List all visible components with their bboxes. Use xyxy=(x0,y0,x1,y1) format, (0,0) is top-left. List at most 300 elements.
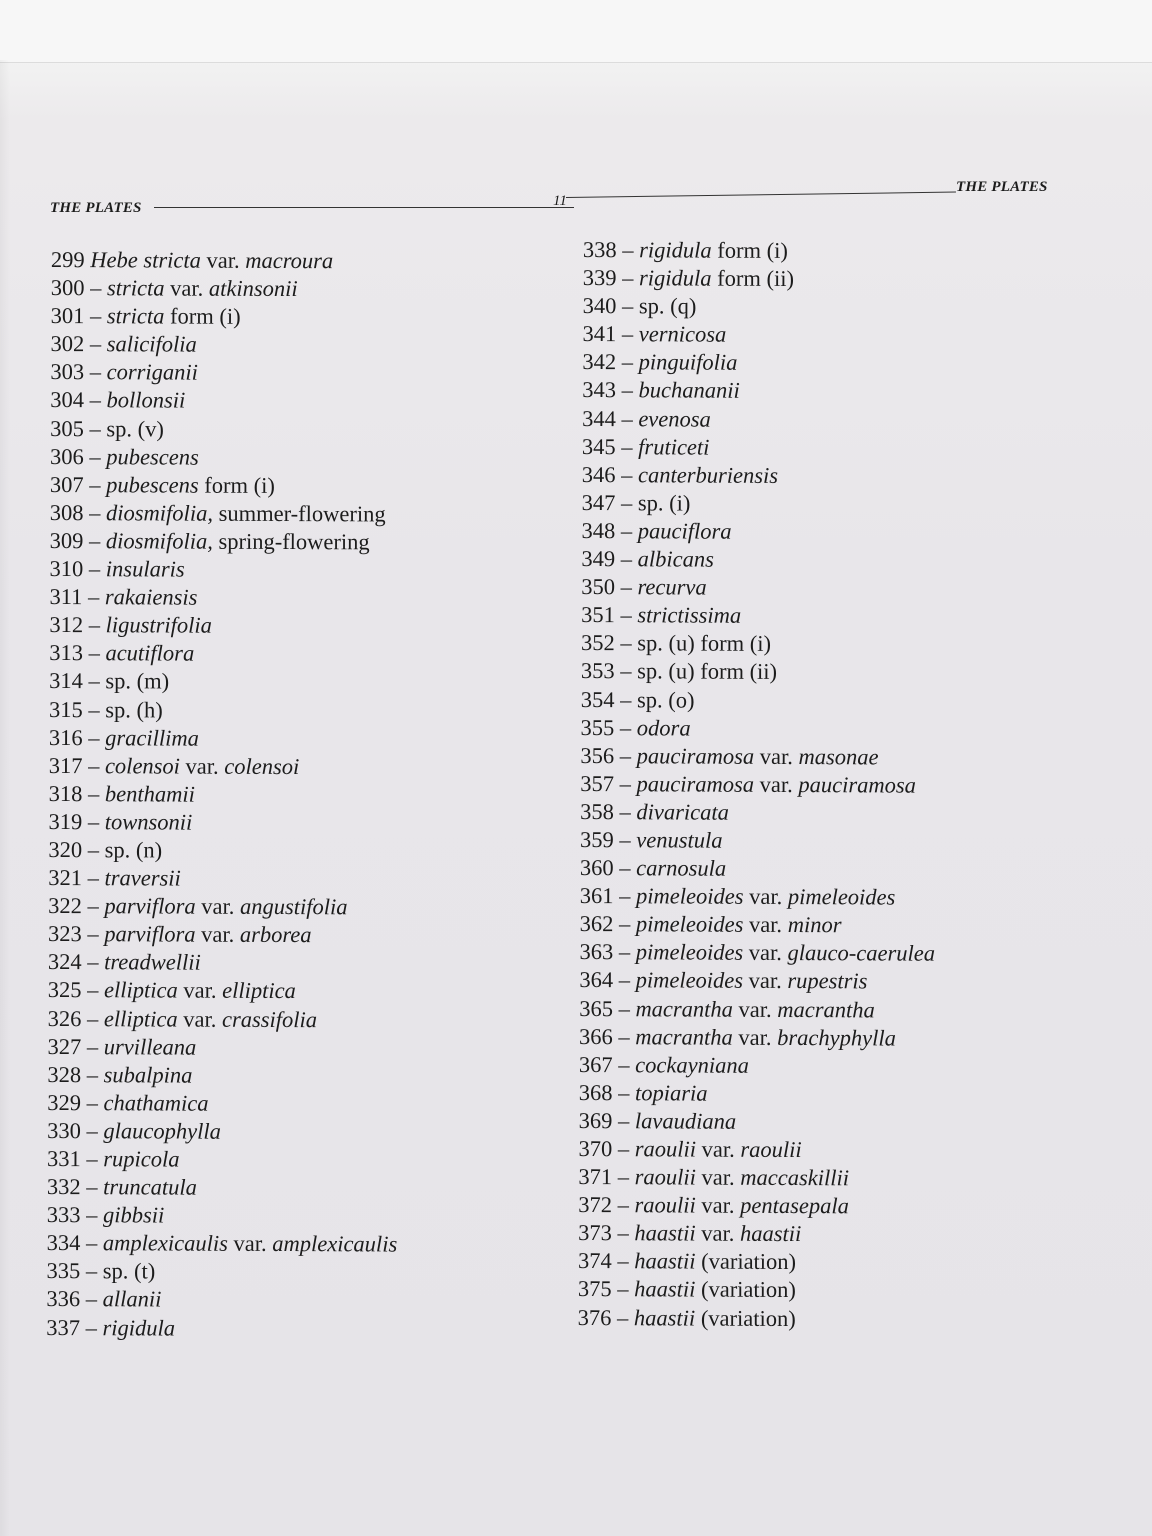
entry-separator: – xyxy=(84,331,107,357)
plate-number: 348 xyxy=(581,517,616,544)
entry-text: sp. (n) xyxy=(104,837,163,863)
species-name: parviflora xyxy=(104,921,196,947)
entry-separator: – xyxy=(614,686,638,712)
entry-text: var. xyxy=(695,1192,741,1218)
entry-separator: – xyxy=(82,584,105,610)
variety-name: macroura xyxy=(245,247,334,274)
plate-entry xyxy=(579,966,935,996)
species-name: benthamii xyxy=(104,781,195,807)
entry-text: sp. (i) xyxy=(637,490,691,516)
entry-separator: – xyxy=(83,612,106,638)
species-name: gibbsii xyxy=(102,1202,165,1228)
variety-name: amplexicaulis xyxy=(272,1231,398,1257)
entry-separator: – xyxy=(615,433,639,459)
plate-number: 357 xyxy=(580,770,615,796)
entry-text: sp. (t) xyxy=(102,1258,156,1284)
species-name: pimeleoides xyxy=(635,883,744,909)
plate-entry xyxy=(50,527,401,557)
species-name: vernicosa xyxy=(638,321,727,347)
entry-separator: – xyxy=(81,1033,104,1059)
plate-entry xyxy=(579,1051,935,1081)
entry-separator: – xyxy=(614,574,638,600)
entry-separator: – xyxy=(80,1146,104,1172)
species-name: gracillima xyxy=(105,724,199,751)
plate-number: 327 xyxy=(47,1033,82,1059)
variety-name: masonae xyxy=(798,743,879,770)
entry-text: sp. (u) form (ii) xyxy=(637,658,778,685)
plate-entry xyxy=(51,274,402,304)
plate-entry xyxy=(50,415,401,445)
entry-separator: – xyxy=(611,1304,635,1330)
plate-number: 361 xyxy=(579,883,614,909)
variety-name: macrantha xyxy=(777,996,875,1022)
plate-entry xyxy=(48,976,399,1006)
plate-number: 340 xyxy=(582,293,617,319)
plate-entry xyxy=(47,1033,398,1063)
entry-separator: – xyxy=(613,855,637,881)
plate-number: 311 xyxy=(49,584,83,610)
previous-page-edge xyxy=(0,0,1152,63)
plate-number: 333 xyxy=(46,1202,81,1228)
entry-text: var. xyxy=(177,1006,223,1032)
entry-separator: – xyxy=(80,1230,103,1256)
plate-entry xyxy=(578,1247,934,1277)
entry-separator: – xyxy=(612,1108,635,1134)
header-rule-right xyxy=(566,192,956,198)
entry-text: sp. (v) xyxy=(106,415,165,442)
species-name: stricta xyxy=(107,275,165,301)
entry-separator: – xyxy=(81,893,105,919)
species-name: rigidula xyxy=(639,237,712,263)
entry-text: var. xyxy=(743,968,788,994)
entry-separator: – xyxy=(84,275,108,301)
plate-entry xyxy=(578,1191,934,1221)
plate-entry xyxy=(581,714,937,744)
plate-number: 330 xyxy=(47,1117,81,1144)
plate-number: 373 xyxy=(578,1220,612,1246)
plate-entry xyxy=(580,854,936,884)
species-name: haastii xyxy=(633,1304,696,1331)
entry-separator: – xyxy=(81,865,105,891)
entry-separator: – xyxy=(612,995,636,1021)
entry-separator: – xyxy=(613,827,637,853)
plate-entry xyxy=(583,292,939,322)
page-gutter-shadow xyxy=(0,60,10,1536)
entry-separator: – xyxy=(84,359,107,385)
species-name: traversii xyxy=(104,865,181,891)
entry-separator: – xyxy=(614,602,638,628)
entry-text: form (i) xyxy=(198,472,275,498)
page-number: 11 xyxy=(553,193,567,209)
plate-number: 306 xyxy=(50,443,84,469)
plate-entry xyxy=(581,629,937,659)
entry-separator: – xyxy=(80,1089,104,1116)
plate-entry xyxy=(46,1314,397,1344)
plate-number: 354 xyxy=(580,686,615,712)
entry-separator: – xyxy=(83,415,107,441)
plate-entry xyxy=(48,948,399,978)
species-name: pimeleoides xyxy=(635,911,744,938)
entry-text: var. xyxy=(195,893,241,919)
entry-text: sp. (o) xyxy=(636,686,695,713)
entry-text: (variation) xyxy=(695,1277,797,1303)
plate-entry xyxy=(582,433,938,463)
plate-number: 376 xyxy=(577,1304,612,1330)
plate-entry xyxy=(583,236,939,266)
species-name: haastii xyxy=(634,1248,696,1274)
entry-separator: – xyxy=(84,387,107,413)
entry-separator: – xyxy=(612,1051,636,1077)
plate-entry xyxy=(48,808,399,838)
plate-number: 301 xyxy=(50,303,85,329)
entry-separator: – xyxy=(83,528,107,554)
plate-number: 339 xyxy=(582,265,617,291)
entry-separator: – xyxy=(81,977,105,1003)
entry-separator: – xyxy=(611,1276,635,1302)
species-name: rigidula xyxy=(638,265,712,291)
plate-number: 314 xyxy=(49,668,83,694)
species-name: pimeleoides xyxy=(635,967,744,994)
plate-number: 335 xyxy=(46,1258,81,1284)
plate-number: 355 xyxy=(580,714,615,740)
entry-separator: – xyxy=(81,1061,104,1087)
species-name: Hebe stricta xyxy=(90,247,201,273)
entry-text: var. xyxy=(695,1220,741,1247)
entry-separator: – xyxy=(611,1248,635,1274)
plate-number: 343 xyxy=(582,377,617,403)
species-name: canterburiensis xyxy=(638,462,779,488)
variety-name: minor xyxy=(787,912,842,938)
entry-separator: – xyxy=(84,303,107,329)
plate-number: 299 xyxy=(50,246,85,273)
variety-name: raoulii xyxy=(740,1136,802,1163)
plate-number: 328 xyxy=(47,1061,82,1087)
plate-entry xyxy=(48,892,399,922)
plate-number: 372 xyxy=(578,1192,613,1218)
plate-entry xyxy=(49,752,400,782)
plate-number: 352 xyxy=(580,630,615,656)
running-title-right: THE PLATES xyxy=(956,179,1048,195)
species-name: elliptica xyxy=(103,1005,178,1032)
entry-text: sp. (u) form (i) xyxy=(637,630,772,657)
species-name: pubescens xyxy=(106,443,199,470)
plate-entry xyxy=(47,1145,398,1175)
plate-number: 368 xyxy=(578,1079,613,1105)
plate-number: 360 xyxy=(579,855,614,881)
species-name: venustula xyxy=(636,827,723,853)
plate-entry xyxy=(581,685,937,715)
plate-entry xyxy=(580,882,936,912)
species-name: albicans xyxy=(637,546,714,572)
entry-separator: – xyxy=(615,377,639,403)
species-name: macrantha xyxy=(635,1023,733,1050)
entry-separator: – xyxy=(612,1136,635,1162)
entry-separator: – xyxy=(82,696,106,722)
plate-entry xyxy=(48,920,399,950)
plate-entry xyxy=(49,611,400,641)
entry-text: summer-flowering xyxy=(212,500,386,527)
entry-separator: – xyxy=(82,668,106,694)
species-name: parviflora xyxy=(104,893,196,919)
variety-name: arborea xyxy=(239,922,312,948)
plate-entry xyxy=(580,826,936,856)
species-name: chathamica xyxy=(103,1090,209,1116)
plate-entry xyxy=(48,1005,399,1035)
entry-separator: – xyxy=(615,518,638,544)
species-name: diosmifolia, xyxy=(106,500,214,526)
entry-separator: – xyxy=(615,490,639,516)
variety-name: colensoi xyxy=(224,753,300,779)
entry-text: var. xyxy=(200,247,246,273)
species-name: topiaria xyxy=(635,1080,708,1106)
species-name: glaucophylla xyxy=(103,1118,221,1144)
plate-number: 364 xyxy=(579,967,614,993)
plate-entry xyxy=(579,1079,935,1109)
plate-entry xyxy=(582,489,938,519)
plate-entry xyxy=(578,1304,934,1334)
plate-number: 307 xyxy=(49,471,84,497)
plate-entry xyxy=(581,573,937,603)
entry-separator: – xyxy=(613,911,636,937)
plate-number: 324 xyxy=(47,949,82,975)
plate-entry xyxy=(580,770,936,800)
entry-text: spring-flowering xyxy=(212,528,370,555)
species-name: elliptica xyxy=(103,977,178,1003)
entry-separator: – xyxy=(614,658,638,684)
plate-number: 375 xyxy=(577,1276,612,1302)
plate-entry xyxy=(578,1219,934,1249)
entry-text: sp. (m) xyxy=(105,668,170,694)
species-name: haastii xyxy=(634,1220,696,1246)
plate-entry xyxy=(48,864,399,894)
entry-separator: – xyxy=(83,471,107,497)
plate-entry xyxy=(580,742,936,772)
plate-number: 309 xyxy=(49,527,84,554)
entry-separator: – xyxy=(616,265,640,291)
plate-entry xyxy=(51,246,402,276)
species-name: diosmifolia, xyxy=(105,528,213,554)
plate-number: 342 xyxy=(582,349,617,375)
entry-separator: – xyxy=(616,237,640,263)
variety-name: brachyphylla xyxy=(777,1024,896,1051)
plate-number: 350 xyxy=(581,574,616,600)
entry-text: sp. (h) xyxy=(105,696,163,722)
plate-entry xyxy=(582,348,938,378)
species-name: carnosula xyxy=(636,855,727,881)
entry-separator: – xyxy=(614,742,637,768)
entry-separator: – xyxy=(80,1286,103,1312)
entry-separator: – xyxy=(616,293,639,319)
plate-entry xyxy=(581,601,937,631)
plate-number: 365 xyxy=(579,995,614,1021)
entry-separator: – xyxy=(80,1118,104,1144)
entry-separator: – xyxy=(82,837,105,863)
plate-entry xyxy=(47,1201,398,1231)
species-name: bollonsii xyxy=(106,387,186,414)
plate-entry xyxy=(47,1061,398,1091)
species-name: pauciflora xyxy=(637,518,732,544)
species-name: haastii xyxy=(634,1276,696,1303)
plate-entry xyxy=(578,1275,934,1305)
entry-separator: – xyxy=(83,556,106,582)
plate-entry xyxy=(49,667,400,697)
species-name: stricta xyxy=(106,303,165,329)
plate-number: 329 xyxy=(47,1089,82,1115)
entry-text: var. xyxy=(743,883,788,910)
species-name: strictissima xyxy=(637,602,742,628)
species-name: cockayniana xyxy=(635,1051,749,1078)
plate-number: 326 xyxy=(47,1005,82,1031)
entry-text: sp. (q) xyxy=(638,293,697,319)
entry-separator: – xyxy=(613,799,637,825)
species-name: treadwellii xyxy=(104,949,201,976)
variety-name: maccaskillii xyxy=(740,1164,850,1191)
plate-entry xyxy=(47,1173,398,1203)
plate-entry xyxy=(50,443,401,473)
plate-number: 323 xyxy=(47,921,82,947)
variety-name: haastii xyxy=(739,1221,802,1247)
variety-name: crassifolia xyxy=(221,1006,318,1032)
plate-entry xyxy=(580,798,936,828)
variety-name: pauciramosa xyxy=(798,771,917,798)
plate-number: 366 xyxy=(579,1023,613,1049)
species-name: raoulii xyxy=(634,1164,696,1190)
species-name: recurva xyxy=(637,574,707,600)
entry-text: (variation) xyxy=(695,1248,797,1275)
plate-entry xyxy=(582,376,938,406)
entry-separator: – xyxy=(615,405,639,431)
species-name: raoulii xyxy=(634,1136,697,1162)
plate-entry xyxy=(579,1107,935,1137)
species-name: odora xyxy=(636,714,691,741)
entry-separator: – xyxy=(82,640,106,666)
species-name: corriganii xyxy=(106,359,199,386)
plate-entry xyxy=(49,639,400,669)
entry-separator: – xyxy=(616,349,639,375)
plate-entry xyxy=(48,836,399,866)
entry-text: var. xyxy=(743,940,788,966)
species-name: macrantha xyxy=(635,995,734,1022)
plate-entry xyxy=(51,302,402,332)
species-name: pauciramosa xyxy=(636,771,755,797)
species-name: raoulii xyxy=(634,1192,696,1218)
species-name: ligustrifolia xyxy=(105,612,212,638)
species-name: colensoi xyxy=(104,752,181,779)
plate-entry xyxy=(582,461,938,491)
species-name: salicifolia xyxy=(106,331,197,357)
plate-entry xyxy=(579,1023,935,1053)
plate-number: 349 xyxy=(581,546,616,572)
entry-separator: – xyxy=(613,939,636,965)
plate-number: 318 xyxy=(48,780,83,806)
species-name: rakaiensis xyxy=(104,584,198,610)
plate-entry xyxy=(579,995,935,1025)
entry-separator: – xyxy=(616,321,639,347)
plate-number: 305 xyxy=(50,415,85,441)
entry-text: var. xyxy=(732,1024,778,1050)
species-name: divaricata xyxy=(636,799,729,825)
entry-separator: – xyxy=(612,1164,635,1190)
species-name: rigidula xyxy=(102,1314,176,1341)
species-name: insularis xyxy=(105,556,185,582)
entry-separator: – xyxy=(82,724,106,750)
entry-text: var. xyxy=(754,743,799,769)
entry-separator: – xyxy=(612,1023,636,1049)
entry-separator: – xyxy=(83,499,107,526)
plate-entry xyxy=(581,657,937,687)
plate-number: 356 xyxy=(580,742,615,768)
plate-entry xyxy=(49,583,400,613)
species-name: pauciramosa xyxy=(636,742,755,769)
entry-text: var. xyxy=(177,977,223,1004)
plate-list-right-column xyxy=(578,236,939,1333)
plate-entry xyxy=(581,517,937,547)
plate-entry xyxy=(50,499,401,529)
plate-entry xyxy=(50,358,401,388)
variety-name: angustifolia xyxy=(239,893,348,920)
plate-number: 315 xyxy=(48,696,83,722)
plate-entry xyxy=(50,555,401,585)
plate-number: 304 xyxy=(50,387,85,413)
entry-separator: – xyxy=(613,883,637,909)
entry-text: var. xyxy=(695,1136,741,1162)
species-name: subalpina xyxy=(103,1061,193,1088)
plate-number: 359 xyxy=(579,826,614,853)
plate-number: 325 xyxy=(47,977,82,1003)
plate-entry xyxy=(582,405,938,435)
entry-text: var. xyxy=(695,1164,741,1190)
species-name: amplexicaulis xyxy=(102,1230,228,1257)
entry-separator: – xyxy=(80,1202,104,1228)
plate-entry xyxy=(49,695,400,725)
entry-text: var. xyxy=(179,753,225,779)
running-header xyxy=(50,179,1062,218)
plate-number: 322 xyxy=(48,893,82,919)
plate-number: 362 xyxy=(579,911,614,937)
plate-number: 363 xyxy=(579,939,614,965)
plate-number: 336 xyxy=(46,1286,81,1312)
plate-number: 316 xyxy=(48,724,83,750)
plate-number: 370 xyxy=(578,1135,613,1162)
plate-number: 374 xyxy=(577,1248,612,1274)
plate-number: 312 xyxy=(49,612,84,638)
plate-number: 308 xyxy=(49,499,84,525)
plate-number: 313 xyxy=(49,640,84,666)
entry-separator: – xyxy=(611,1192,635,1218)
species-name: fruticeti xyxy=(638,433,710,460)
entry-text: var. xyxy=(195,921,240,948)
species-name: pubescens xyxy=(106,471,199,498)
plate-number: 345 xyxy=(581,433,616,459)
entry-text: var. xyxy=(754,771,799,797)
plate-number: 353 xyxy=(580,658,615,684)
species-name: pimeleoides xyxy=(635,939,744,966)
plate-entry xyxy=(578,1163,934,1193)
plate-number: 321 xyxy=(48,865,83,891)
plate-list-left-column xyxy=(46,246,401,1343)
species-name: buchananii xyxy=(638,377,740,404)
species-name: rupicola xyxy=(103,1146,180,1172)
plate-entry xyxy=(582,320,938,350)
entry-separator: – xyxy=(81,1005,104,1031)
plate-entry xyxy=(46,1257,397,1287)
entry-separator: – xyxy=(80,1174,104,1200)
variety-name: glauco-caerulea xyxy=(787,940,936,967)
entry-separator: – xyxy=(612,1079,636,1106)
variety-name: atkinsonii xyxy=(208,275,298,302)
plate-number: 310 xyxy=(49,556,84,582)
plate-number: 347 xyxy=(581,489,616,516)
